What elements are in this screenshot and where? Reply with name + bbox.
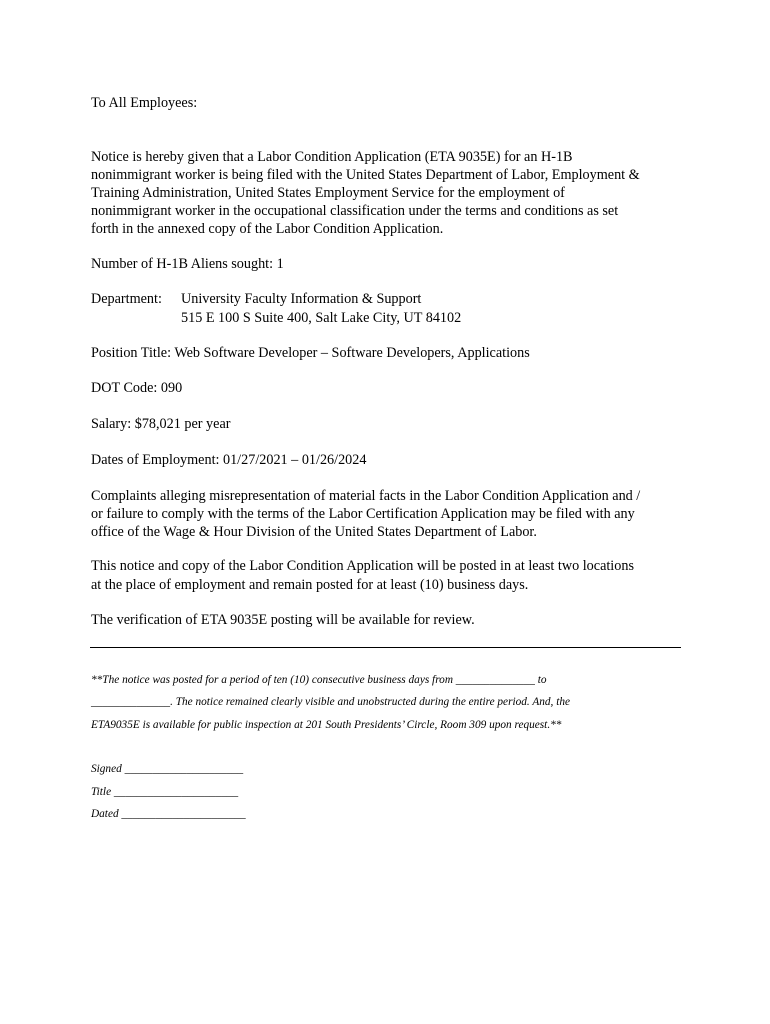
footnote-line: **The notice was posted for a period of ten (10) consecutive business days from ______________ to bbox=[91, 674, 547, 686]
complaints-line: or failure to comply with the terms of the Labor Certification Application may be filed with any bbox=[91, 506, 635, 522]
notice-line: nonimmigrant worker is being filed with the United States Department of Labor, Employment & bbox=[91, 167, 640, 183]
aliens-sought: Number of H-1B Aliens sought: 1 bbox=[91, 256, 284, 272]
position-title: Position Title: Web Software Developer – Software Developers, Applications bbox=[91, 345, 530, 361]
footnote-line: ETA9035E is available for public inspection at 201 South Presidents’ Circle, Room 309 upon request.** bbox=[91, 719, 562, 731]
notice-line: nonimmigrant worker in the occupational classification under the terms and conditions as set bbox=[91, 203, 619, 219]
department-name: University Faculty Information & Support bbox=[181, 291, 422, 307]
salutation: To All Employees: bbox=[91, 95, 198, 111]
posting-line: at the place of employment and remain posted for at least (10) business days. bbox=[91, 577, 529, 593]
verification: The verification of ETA 9035E posting will be available for review. bbox=[91, 612, 475, 628]
posting-line: This notice and copy of the Labor Condition Application will be posted in at least two locations bbox=[91, 558, 634, 574]
department-label: Department: bbox=[91, 291, 162, 307]
department-address: 515 E 100 S Suite 400, Salt Lake City, UT 84102 bbox=[181, 309, 462, 326]
dates-of-employment: Dates of Employment: 01/27/2021 – 01/26/2024 bbox=[91, 452, 367, 468]
complaints-line: office of the Wage & Hour Division of the United States Department of Labor. bbox=[91, 524, 537, 540]
complaints-line: Complaints alleging misrepresentation of material facts in the Labor Condition Application and / bbox=[91, 488, 641, 504]
salary: Salary: $78,021 per year bbox=[91, 416, 231, 432]
notice-line: Notice is hereby given that a Labor Condition Application (ETA 9035E) for an H-1B bbox=[91, 149, 573, 165]
title-field: Title ______________________ bbox=[91, 786, 239, 798]
dated-field: Dated ______________________ bbox=[91, 808, 246, 820]
footnote-line: ______________. The notice remained clearly visible and unobstructed during the entire period. And, the bbox=[91, 696, 570, 708]
notice-line: forth in the annexed copy of the Labor Condition Application. bbox=[91, 221, 444, 237]
divider bbox=[90, 647, 681, 648]
notice-line: Training Administration, United States Employment Service for the employment of bbox=[91, 185, 565, 201]
dot-code: DOT Code: 090 bbox=[91, 380, 183, 396]
signed-field: Signed _____________________ bbox=[91, 763, 244, 775]
